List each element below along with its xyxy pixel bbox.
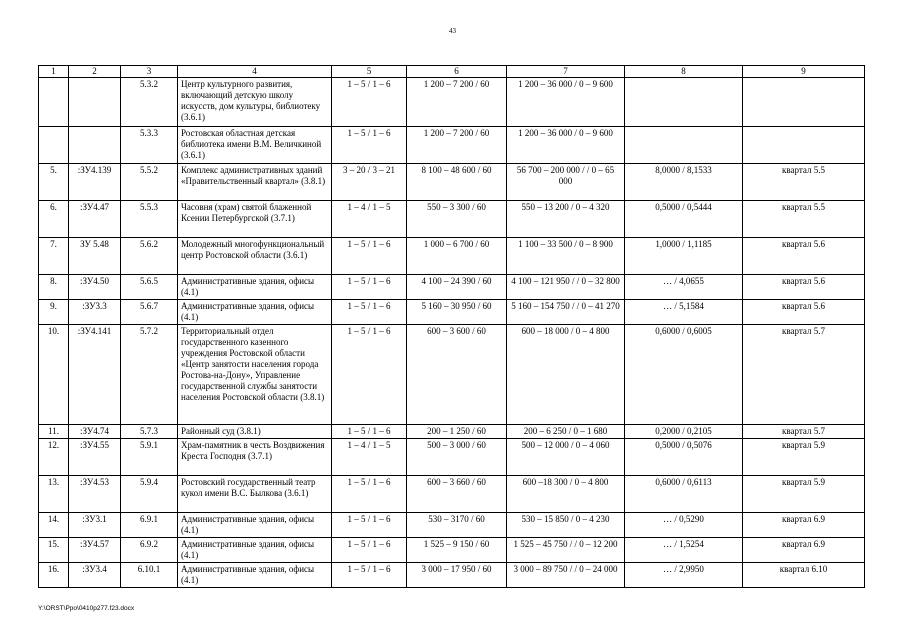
object-name: Административные здания, офисы (4.1): [178, 513, 332, 538]
total-area-value: 530 – 15 850 / 0 – 4 230: [507, 513, 625, 538]
total-area-value: 3 000 – 89 750 / / 0 – 24 000: [507, 563, 625, 588]
block-value: квартал 6.9: [743, 513, 865, 538]
file-path-footer: Y:\ORST\Ppo\0410p277.f23.docx: [38, 605, 135, 612]
object-number: 5.7.2: [121, 325, 178, 425]
floors-value: 1 – 5 / 1 – 6: [332, 538, 407, 563]
plot-area-value: 0,5000 / 0,5444: [625, 201, 743, 238]
area-value: 530 – 3170 / 60: [407, 513, 507, 538]
floors-value: 1 – 5 / 1 – 6: [332, 238, 407, 275]
floors-value: 1 – 5 / 1 – 6: [332, 425, 407, 439]
object-number: 5.9.1: [121, 439, 178, 476]
plot-code: :ЗУ4.47: [69, 201, 121, 238]
object-number: 5.3.3: [121, 127, 178, 164]
table-row: [39, 476, 865, 513]
block-value: квартал 5.7: [743, 325, 865, 425]
block-value: квартал 5.6: [743, 300, 865, 325]
table-row: [39, 164, 865, 201]
area-value: 600 – 3 600 / 60: [407, 325, 507, 425]
block-value: квартал 5.6: [743, 238, 865, 275]
plot-area-value: [625, 127, 743, 164]
column-header: 4: [178, 66, 332, 78]
area-value: 4 100 – 24 390 / 60: [407, 275, 507, 300]
plot-code: :ЗУ3.1: [69, 513, 121, 538]
plot-area-value: 0,6000 / 0,6113: [625, 476, 743, 513]
row-number: 16.: [39, 563, 69, 588]
object-name: Административные здания, офисы (4.1): [178, 300, 332, 325]
plot-code: :ЗУ4.57: [69, 538, 121, 563]
object-number: 5.9.4: [121, 476, 178, 513]
plot-area-value: … / 0,5290: [625, 513, 743, 538]
block-value: квартал 6.10: [743, 563, 865, 588]
table-row: [39, 538, 865, 563]
row-number: 11.: [39, 425, 69, 439]
floors-value: 1 – 5 / 1 – 6: [332, 300, 407, 325]
row-number: 15.: [39, 538, 69, 563]
object-name: Ростовская областная детская библиотека имени В.М. Величкиной (3.6.1): [178, 127, 332, 164]
floors-value: 1 – 5 / 1 – 6: [332, 127, 407, 164]
plot-code: :ЗУ4.50: [69, 275, 121, 300]
total-area-value: 1 200 – 36 000 / 0 – 9 600: [507, 78, 625, 127]
block-value: квартал 5.7: [743, 425, 865, 439]
plot-code: :ЗУ3.3: [69, 300, 121, 325]
area-value: 1 200 – 7 200 / 60: [407, 78, 507, 127]
block-value: [743, 78, 865, 127]
table-row: [39, 275, 865, 300]
object-number: 6.10.1: [121, 563, 178, 588]
plot-area-value: … / 5,1584: [625, 300, 743, 325]
column-header: 2: [69, 66, 121, 78]
floors-value: 1 – 4 / 1 – 5: [332, 439, 407, 476]
plot-code: :ЗУ3.4: [69, 563, 121, 588]
block-value: квартал 6.9: [743, 538, 865, 563]
block-value: квартал 5.9: [743, 476, 865, 513]
column-header: 6: [407, 66, 507, 78]
total-area-value: 1 100 – 33 500 / 0 – 8 900: [507, 238, 625, 275]
object-name: Административные здания, офисы (4.1): [178, 275, 332, 300]
object-name: Административные здания, офисы (4.1): [178, 563, 332, 588]
area-value: 1 525 – 9 150 / 60: [407, 538, 507, 563]
plot-code: :ЗУ4.55: [69, 439, 121, 476]
plot-area-value: [625, 78, 743, 127]
plot-area-value: 0,5000 / 0,5076: [625, 439, 743, 476]
object-number: 5.6.7: [121, 300, 178, 325]
total-area-value: 1 200 – 36 000 / 0 – 9 600: [507, 127, 625, 164]
floors-value: 1 – 5 / 1 – 6: [332, 78, 407, 127]
area-value: 1 000 – 6 700 / 60: [407, 238, 507, 275]
table-row: [39, 325, 865, 425]
row-number: [39, 78, 69, 127]
floors-value: 1 – 5 / 1 – 6: [332, 476, 407, 513]
object-number: 5.6.5: [121, 275, 178, 300]
object-name: Храм-памятник в честь Воздвижения Креста Господня (3.7.1): [178, 439, 332, 476]
floors-value: 1 – 5 / 1 – 6: [332, 513, 407, 538]
plot-code: :ЗУ4.74: [69, 425, 121, 439]
table-row: [39, 425, 865, 439]
plot-code: :ЗУ4.53: [69, 476, 121, 513]
floors-value: 3 – 20 / 3 – 21: [332, 164, 407, 201]
header-row: [39, 66, 865, 78]
plot-area-value: … / 2,9950: [625, 563, 743, 588]
area-value: 600 – 3 660 / 60: [407, 476, 507, 513]
plot-code: [69, 78, 121, 127]
area-value: 3 000 – 17 950 / 60: [407, 563, 507, 588]
row-number: 9.: [39, 300, 69, 325]
total-area-value: 200 – 6 250 / 0 – 1 680: [507, 425, 625, 439]
row-number: 13.: [39, 476, 69, 513]
total-area-value: 5 160 – 154 750 / / 0 – 41 270: [507, 300, 625, 325]
block-value: квартал 5.5: [743, 164, 865, 201]
plot-area-value: 1,0000 / 1,1185: [625, 238, 743, 275]
total-area-value: 550 – 13 200 / 0 – 4 320: [507, 201, 625, 238]
column-header: 3: [121, 66, 178, 78]
table-row: [39, 513, 865, 538]
object-name: Территориальный отдел государственного казенного учреждения Ростовской области «Центр занятости населения города Ростова-на-Дону», Управление государственной службы занятости населения Ростовской области (3.8.1): [178, 325, 332, 425]
area-value: 200 – 1 250 / 60: [407, 425, 507, 439]
object-name: Комплекс административных зданий «Правительственный квартал» (3.8.1): [178, 164, 332, 201]
floors-value: 1 – 5 / 1 – 6: [332, 563, 407, 588]
block-value: [743, 127, 865, 164]
column-header: 9: [743, 66, 865, 78]
column-header: 1: [39, 66, 69, 78]
row-number: 5.: [39, 164, 69, 201]
table-row: [39, 127, 865, 164]
row-number: 7.: [39, 238, 69, 275]
plot-area-value: 0,2000 / 0,2105: [625, 425, 743, 439]
object-name: Административные здания, офисы (4.1): [178, 538, 332, 563]
floors-value: 1 – 4 / 1 – 5: [332, 201, 407, 238]
total-area-value: 4 100 – 121 950 / / 0 – 32 800: [507, 275, 625, 300]
data-table: [38, 65, 865, 588]
block-value: квартал 5.9: [743, 439, 865, 476]
floors-value: 1 – 5 / 1 – 6: [332, 275, 407, 300]
plot-code: :ЗУ4.139: [69, 164, 121, 201]
row-number: [39, 127, 69, 164]
object-number: 5.3.2: [121, 78, 178, 127]
object-number: 5.7.3: [121, 425, 178, 439]
object-name: Центр культурного развития, включающий детскую школу искусств, дом культуры, библиотеку (3.6.1): [178, 78, 332, 127]
column-header: 7: [507, 66, 625, 78]
column-header: 8: [625, 66, 743, 78]
table-row: [39, 300, 865, 325]
plot-area-value: 8,0000 / 8,1533: [625, 164, 743, 201]
block-value: квартал 5.5: [743, 201, 865, 238]
row-number: 8.: [39, 275, 69, 300]
total-area-value: 600 –18 300 / 0 – 4 800: [507, 476, 625, 513]
area-value: 5 160 – 30 950 / 60: [407, 300, 507, 325]
object-number: 5.6.2: [121, 238, 178, 275]
object-number: 6.9.2: [121, 538, 178, 563]
column-header: 5: [332, 66, 407, 78]
table-row: [39, 439, 865, 476]
plot-area-value: … / 1,5254: [625, 538, 743, 563]
object-number: 5.5.3: [121, 201, 178, 238]
area-value: 1 200 – 7 200 / 60: [407, 127, 507, 164]
row-number: 6.: [39, 201, 69, 238]
plot-code: :ЗУ4.141: [69, 325, 121, 425]
object-name: Часовня (храм) святой блаженной Ксении Петербургской (3.7.1): [178, 201, 332, 238]
object-number: 5.5.2: [121, 164, 178, 201]
object-name: Ростовский государственный театр кукол имени В.С. Былкова (3.6.1): [178, 476, 332, 513]
plot-area-value: 0,6000 / 0,6005: [625, 325, 743, 425]
table-row: [39, 238, 865, 275]
area-value: 500 – 3 000 / 60: [407, 439, 507, 476]
area-value: 8 100 – 48 600 / 60: [407, 164, 507, 201]
object-number: 6.9.1: [121, 513, 178, 538]
row-number: 12.: [39, 439, 69, 476]
floors-value: 1 – 5 / 1 – 6: [332, 325, 407, 425]
row-number: 10.: [39, 325, 69, 425]
table-row: [39, 78, 865, 127]
plot-code: ЗУ 5.48: [69, 238, 121, 275]
object-name: Районный суд (3.8.1): [178, 425, 332, 439]
area-value: 550 – 3 300 / 60: [407, 201, 507, 238]
plot-code: [69, 127, 121, 164]
total-area-value: 1 525 – 45 750 / / 0 – 12 200: [507, 538, 625, 563]
total-area-value: 56 700 – 200 000 / / 0 – 65 000: [507, 164, 625, 201]
object-name: Молодежный многофункциональный центр Ростовской области (3.6.1): [178, 238, 332, 275]
row-number: 14.: [39, 513, 69, 538]
table-row: [39, 563, 865, 588]
table-row: [39, 201, 865, 238]
plot-area-value: … / 4,0655: [625, 275, 743, 300]
total-area-value: 600 – 18 000 / 0 – 4 800: [507, 325, 625, 425]
total-area-value: 500 – 12 000 / 0 – 4 060: [507, 439, 625, 476]
page-number: 43: [449, 27, 456, 35]
block-value: квартал 5.6: [743, 275, 865, 300]
